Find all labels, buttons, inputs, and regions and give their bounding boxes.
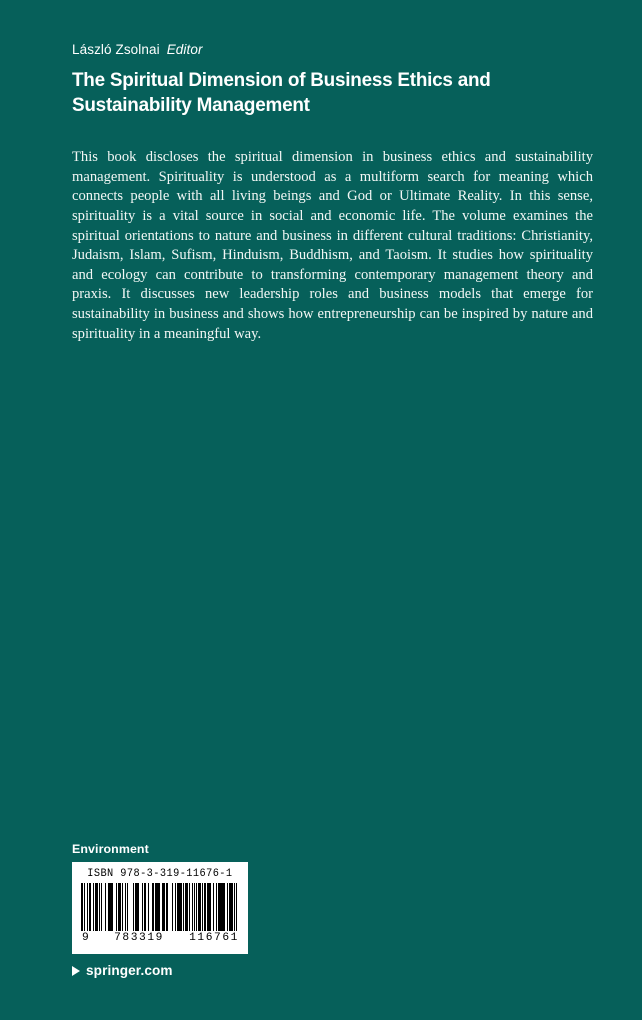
book-title: The Spiritual Dimension of Business Ethics and Sustainability Management	[72, 68, 491, 116]
barcode-digit-lead: 9	[82, 932, 89, 944]
cover-footer	[72, 842, 372, 978]
publisher-link[interactable]	[72, 963, 372, 978]
play-triangle-icon	[72, 966, 80, 976]
editor-role-label: Editor	[166, 42, 203, 57]
barcode-digit-group-2: 116761	[189, 932, 239, 944]
barcode-digits	[81, 932, 239, 944]
blurb-paragraph: This book discloses the spiritual dimension in business ethics and sustainability management. Spirituality is understood as a multiform search for meaning which connects people with all living beings and God or Ultimate Reality. In this sense, spirituality is a vital source in social and economic life. The volume examines the spiritual orientations to nature and business in different cultural traditions: Christianity, Judaism, Islam, Sufism, Hinduism, Buddhism, and Taoism. It studies how spirituality and ecology can contribute to transforming contemporary management theory and praxis. It discusses new leadership roles and business models that emerge for sustainability in business and shows how entrepreneurship can be inspired by nature and spirituality in a meaningful way.	[72, 149, 593, 342]
barcode-digit-group-1: 783319	[114, 932, 164, 944]
editor-name: László Zsolnai	[72, 42, 160, 57]
cover-header	[72, 42, 592, 118]
publisher-url-label: springer.com	[86, 963, 173, 978]
isbn-text: ISBN 978-3-319-11676-1	[87, 868, 233, 880]
barcode-bars	[81, 883, 239, 931]
series-label: Environment	[72, 842, 149, 856]
editor-credit	[72, 42, 592, 59]
isbn-barcode	[72, 862, 248, 954]
